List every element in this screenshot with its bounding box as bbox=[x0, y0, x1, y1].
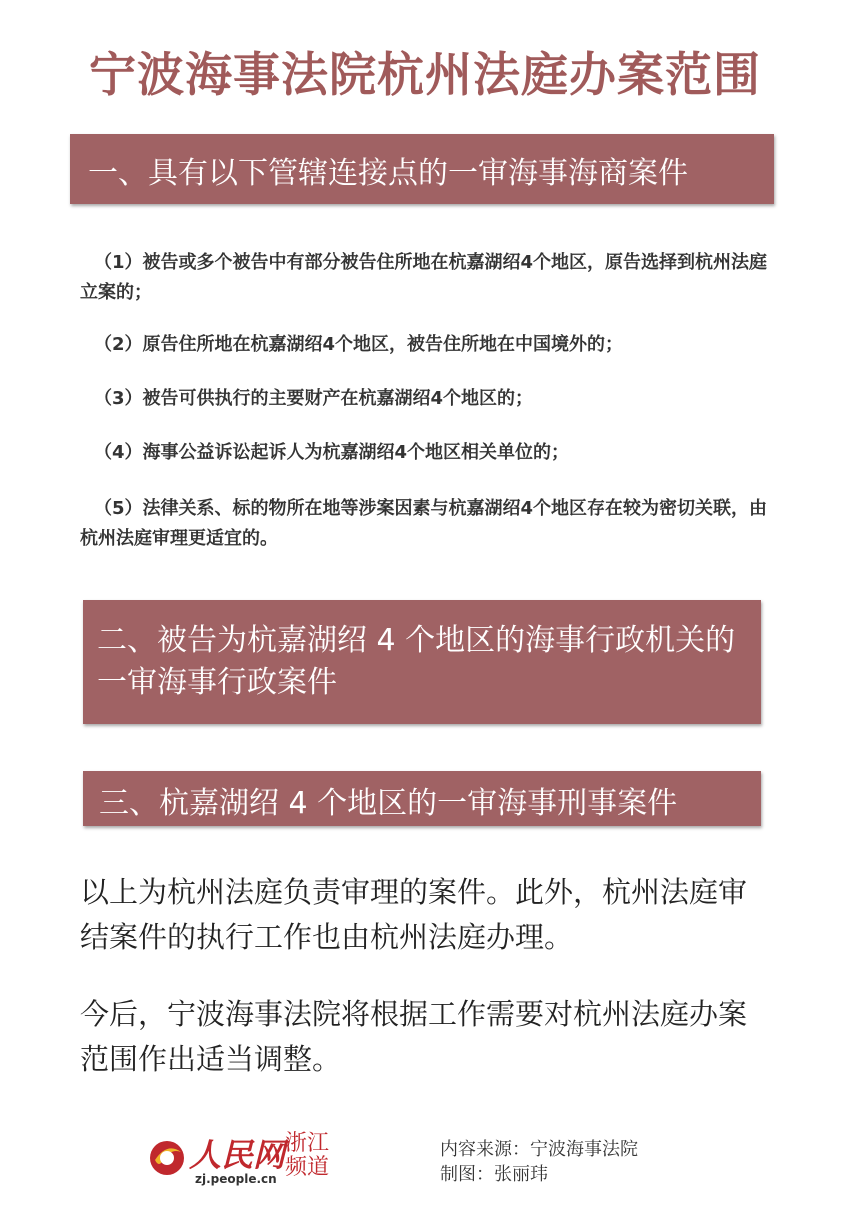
section-2-heading: 二、被告为杭嘉湖绍 4 个地区的海事行政机关的一审海事行政案件 bbox=[83, 600, 761, 724]
content-source: 内容来源：宁波海事法院 bbox=[440, 1139, 638, 1160]
people-daily-logo bbox=[145, 1130, 335, 1190]
body-paragraph: 今后，宁波海事法院将根据工作需要对杭州法庭办案范围作出适当调整。 bbox=[80, 997, 748, 1076]
section-1-heading: 一、具有以下管辖连接点的一审海事海商案件 bbox=[70, 134, 774, 204]
logo-url: zj.people.cn bbox=[195, 1172, 277, 1186]
list-item: （4）海事公益诉讼起诉人为杭嘉湖绍4个地区相关单位的； bbox=[94, 442, 570, 463]
people-daily-emblem-icon bbox=[145, 1134, 189, 1178]
logo-wordmark: 人民网 bbox=[189, 1136, 286, 1174]
designer-credit: 制图：张丽玮 bbox=[440, 1164, 548, 1185]
channel-label: 浙江频道 bbox=[285, 1131, 330, 1180]
list-item: （1）被告或多个被告中有部分被告住所地在杭嘉湖绍4个地区，原告选择到杭州法庭立案的； bbox=[80, 252, 768, 303]
list-item: （3）被告可供执行的主要财产在杭嘉湖绍4个地区的； bbox=[94, 388, 534, 409]
section-3-heading: 三、杭嘉湖绍 4 个地区的一审海事刑事案件 bbox=[83, 771, 761, 826]
body-paragraph: 以上为杭州法庭负责审理的案件。此外，杭州法庭审结案件的执行工作也由杭州法庭办理。 bbox=[80, 875, 748, 954]
list-item: （2）原告住所地在杭嘉湖绍4个地区，被告住所地在中国境外的； bbox=[94, 334, 624, 355]
page-title: 宁波海事法院杭州法庭办案范围 bbox=[89, 48, 761, 103]
list-item: （5）法律关系、标的物所在地等涉案因素与杭嘉湖绍4个地区存在较为密切关联，由杭州法庭审理更适宜的。 bbox=[80, 498, 768, 549]
credits bbox=[440, 1137, 638, 1187]
